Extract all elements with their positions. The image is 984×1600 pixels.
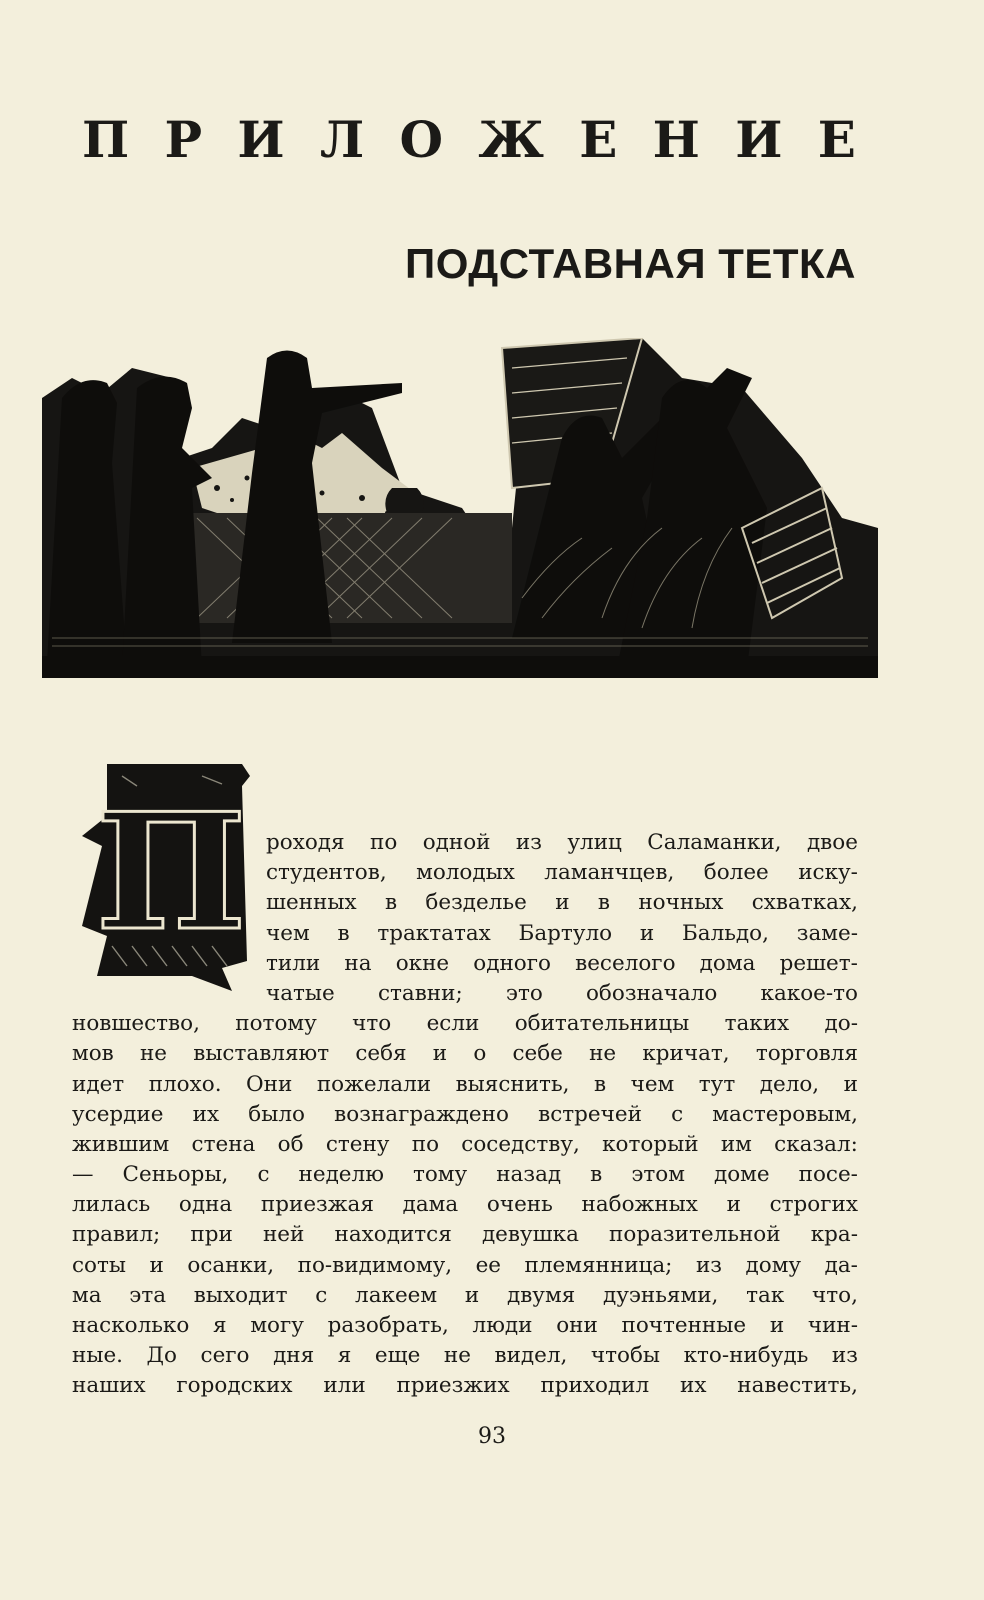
heading-letter: Ж (478, 110, 544, 169)
text-line: ма эта выходит с лакеем и двумя дуэньями, так что, (72, 1282, 858, 1308)
text-line: наших городских или приезжих приходил их навестить, (72, 1373, 858, 1399)
heading-letter: И (735, 110, 783, 169)
heading-letter: Е (579, 110, 618, 169)
text-line: студентов, молодых ламанчцев, более иску- (266, 860, 858, 886)
heading-letter: Н (652, 110, 700, 169)
text-line: ные. До сего дня я еще не видел, чтобы кто-нибудь из (72, 1343, 858, 1369)
text-line: идет плохо. Они пожелали выяснить, в чем тут дело, и (72, 1071, 858, 1097)
heading-letter: П (82, 110, 130, 169)
text-line: лилась одна приезжая дама очень набожных и строгих (72, 1192, 858, 1218)
heading-letter: О (399, 110, 444, 169)
story-title: ПОДСТАВНАЯ ТЕТКА (405, 240, 856, 287)
page-number: 93 (478, 1424, 506, 1449)
heading-letter: Е (817, 110, 856, 169)
appendix-heading (82, 110, 856, 170)
text-line: чем в трактатах Бартуло и Бальдо, заме- (266, 920, 858, 946)
body-text (72, 828, 858, 1402)
text-line: новшество, потому что если обитательницы таких до- (72, 1011, 858, 1037)
heading-letter: И (237, 110, 285, 169)
text-line: соты и осанки, по-видимому, ее племянница; из дому да- (72, 1252, 858, 1278)
text-line: — Сеньоры, с неделю тому назад в этом доме посе- (72, 1162, 858, 1188)
text-line: жившим стена об стену по соседству, который им сказал: (72, 1131, 858, 1157)
text-line: роходя по одной из улиц Саламанки, двое (266, 830, 858, 855)
woodcut-illustration (42, 338, 878, 678)
text-line: правил; при ней находится девушка поразительной кра- (72, 1222, 858, 1248)
heading-letter: Р (164, 110, 203, 169)
text-line: шенных в безделье и в ночных схватках, (266, 890, 858, 916)
text-line: тили на окне одного веселого дома решет- (266, 950, 858, 976)
text-line: мов не выставляют себя и о себе не кричат, торговля (72, 1041, 858, 1067)
heading-letter: Л (319, 110, 365, 169)
text-line: усердие их было вознаграждено встречей с мастеровым, (72, 1101, 858, 1127)
text-line: чатые ставни; это обозначало какое-то (266, 980, 858, 1006)
drop-cap-letter: П (95, 778, 247, 966)
text-line: насколько я могу разобрать, люди они почтенные и чин- (72, 1313, 858, 1338)
